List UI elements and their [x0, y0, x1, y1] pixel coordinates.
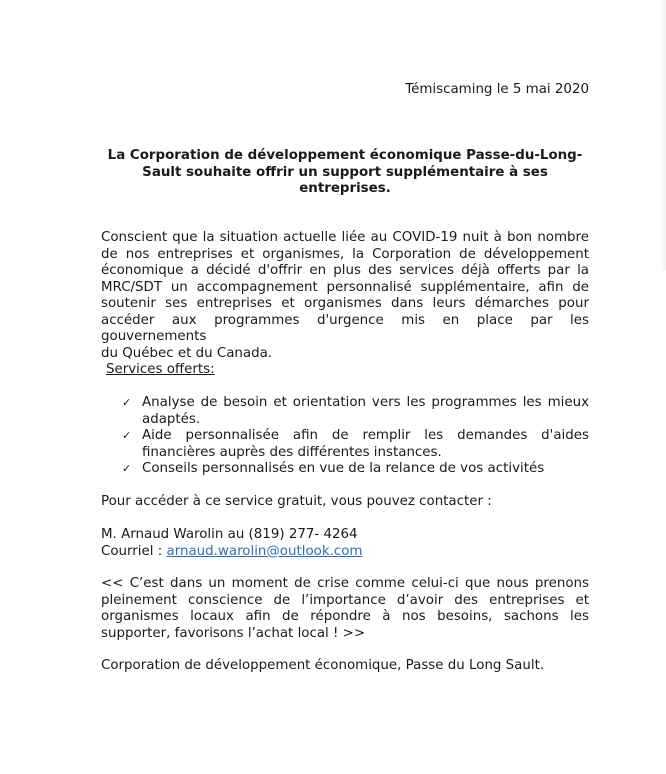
service-line: adaptés.: [142, 411, 201, 427]
quote-line: << C’est dans un moment de crise comme celui-ci que nous prenons: [101, 576, 589, 591]
services-list: [101, 395, 589, 478]
service-line: Conseils personnalisés en vue de la relance de vos activités: [142, 461, 545, 476]
service-item: [101, 461, 589, 478]
intro-line: soutenir ses entreprises et organismes dans leurs démarches pour: [101, 296, 589, 311]
check-mark-icon: ✓: [122, 462, 132, 475]
contact-name-phone: M. Arnaud Warolin au (819) 277- 4264: [101, 527, 358, 542]
quote-paragraph: [101, 576, 589, 642]
quote-line: pleinement conscience de l’importance d’avoir des entreprises et: [101, 592, 589, 608]
service-line: Aide personnalisée afin de remplir les demandes d'aides: [142, 428, 589, 443]
service-line: financières auprès des différentes instances.: [142, 444, 442, 460]
date-line: Témiscaming le 5 mai 2020: [405, 82, 589, 97]
services-heading: Services offerts:: [106, 362, 215, 377]
service-line: Analyse de besoin et orientation vers les programmes les mieux: [142, 395, 589, 410]
service-item: [101, 395, 589, 428]
check-mark-icon: ✓: [122, 429, 132, 442]
check-mark-icon: ✓: [122, 396, 132, 409]
page-edge-shadow: [660, 0, 666, 270]
title-line: La Corporation de développement économique Passe-du-Long-: [107, 148, 583, 163]
signature-line: Corporation de développement économique, Passe du Long Sault.: [101, 658, 545, 673]
intro-line: économique a décidé d'offrir en plus des services déjà offerts par la: [101, 263, 589, 278]
intro-line: de nos entreprises et organismes, la Corporation de développement: [101, 246, 589, 262]
intro-line: du Québec et du Canada.: [101, 345, 273, 361]
quote-line: organismes locaux afin de répondre à nos besoins, sachons les: [101, 609, 589, 624]
intro-line: Conscient que la situation actuelle liée au COVID-19 nuit à bon nombre: [101, 230, 589, 245]
intro-line: MRC/SDT un accompagnement personnalisé supplémentaire, afin de: [101, 279, 589, 295]
email-label: Courriel :: [101, 543, 167, 559]
title-line: entreprises.: [299, 181, 391, 196]
intro-line: accéder aux programmes d'urgence mis en place par les gouvernements: [101, 312, 589, 344]
quote-line: supporter, favorisons l’achat local ! >>: [101, 625, 366, 641]
intro-paragraph: [101, 230, 589, 362]
contact-block: [101, 527, 362, 560]
service-item: [101, 428, 589, 461]
document-title: [101, 148, 589, 198]
title-line: Sault souhaite offrir un support supplémentaire à ses: [142, 164, 548, 180]
email-link[interactable]: arnaud.warolin@outlook.com: [166, 543, 363, 559]
access-line: Pour accéder à ce service gratuit, vous pouvez contacter :: [101, 494, 492, 509]
